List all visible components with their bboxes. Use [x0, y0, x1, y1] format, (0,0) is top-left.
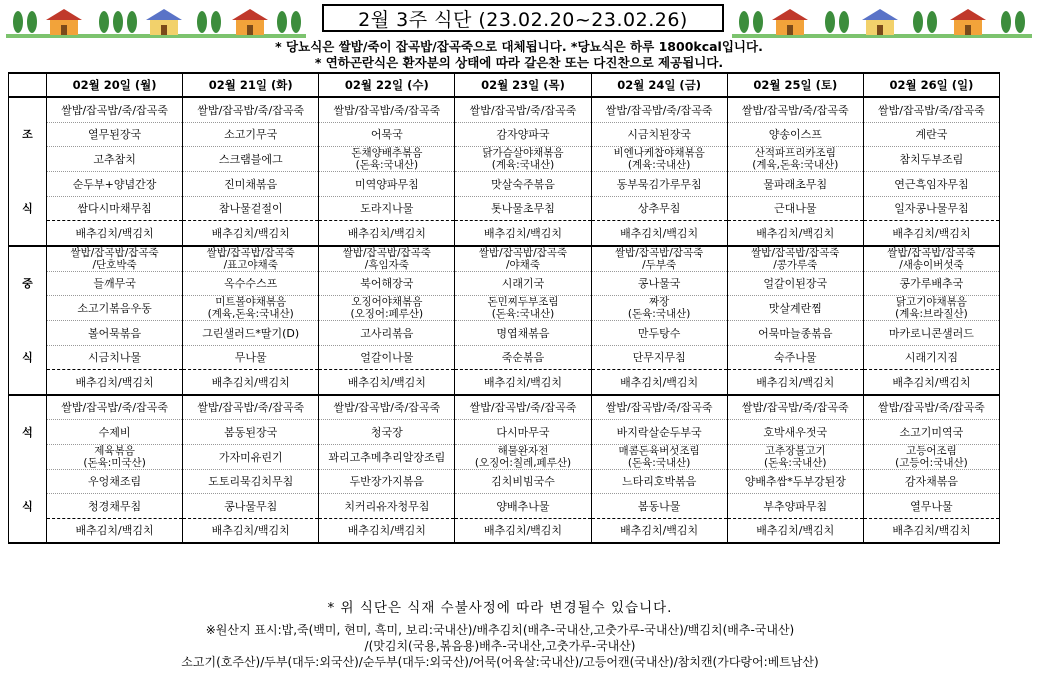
menu-item: 미역양파무침: [319, 172, 455, 197]
menu-row: [9, 469, 1000, 494]
menu-item: 열무나물: [863, 494, 999, 519]
menu-item: 제육볶음 (돈육:미국산): [47, 444, 183, 469]
meal-label-spacer: [9, 147, 47, 172]
day-header: 02월 24일 (금): [591, 73, 727, 97]
menu-item: 스크램블에그: [183, 147, 319, 172]
menu-item: 고추장불고기 (돈육:국내산): [727, 444, 863, 469]
menu-item: 명엽채볶음: [455, 321, 591, 346]
menu-item: 소고기무국: [183, 122, 319, 147]
menu-item: 해물완자전 (오징어:칠레,페루산): [455, 444, 591, 469]
menu-item: 숙주나물: [727, 345, 863, 370]
day-header: 02월 25일 (토): [727, 73, 863, 97]
menu-item: 상추무침: [591, 196, 727, 221]
menu-row: [9, 444, 1000, 469]
menu-row: [9, 147, 1000, 172]
menu-item: 배추김치/백김치: [319, 518, 455, 543]
menu-item: 양송이스프: [727, 122, 863, 147]
menu-item: 청경채무침: [47, 494, 183, 519]
menu-item: 배추김치/백김치: [591, 518, 727, 543]
menu-item: 일자콩나물무침: [863, 196, 999, 221]
menu-item: 어묵국: [319, 122, 455, 147]
meal-label-spacer: [9, 370, 47, 395]
menu-item: 도라지나물: [319, 196, 455, 221]
menu-item: 산적파프리카조림 (계육,돈육:국내산): [727, 147, 863, 172]
menu-item: 쌀밥/잡곡밥/잡곡죽 /야채죽: [455, 246, 591, 272]
menu-item: 쌀밥/잡곡밥/잡곡죽 /새송이버섯죽: [863, 246, 999, 272]
menu-item: 시래기국: [455, 271, 591, 296]
meal-label-spacer: [9, 518, 47, 543]
menu-item: 배추김치/백김치: [47, 370, 183, 395]
menu-item: 쌀밥/잡곡밥/죽/잡곡죽: [183, 395, 319, 420]
menu-item: 두반장가지볶음: [319, 469, 455, 494]
meal-label: 석: [9, 420, 47, 445]
menu-item: 청국장: [319, 420, 455, 445]
menu-item: 콩나물무침: [183, 494, 319, 519]
menu-item: 동부묵김가루무침: [591, 172, 727, 197]
menu-item: 시금치나물: [47, 345, 183, 370]
menu-item: 죽순볶음: [455, 345, 591, 370]
menu-item: 쌀밥/잡곡밥/죽/잡곡죽: [319, 97, 455, 122]
menu-item: 맛살숙주볶음: [455, 172, 591, 197]
menu-item: 배추김치/백김치: [319, 370, 455, 395]
menu-item: 얼갈이나물: [319, 345, 455, 370]
menu-item: 얼갈이된장국: [727, 271, 863, 296]
meal-label-spacer: [9, 246, 47, 272]
menu-item: 감자채볶음: [863, 469, 999, 494]
menu-item: 물파래초무침: [727, 172, 863, 197]
menu-item: 배추김치/백김치: [455, 370, 591, 395]
meal-label: 중: [9, 271, 47, 296]
meal-label-spacer: [9, 321, 47, 346]
origin-info: [0, 622, 1000, 670]
notice-dysphagia: * 연하곤란식은 환자분의 상태에 따라 갈은찬 또는 다진찬으로 제공됩니다.: [314, 55, 724, 70]
meal-label: 조: [9, 122, 47, 147]
meal-label-spacer: [9, 395, 47, 420]
meal-label-spacer: [9, 172, 47, 197]
menu-item: 도토리묵김치무침: [183, 469, 319, 494]
menu-item: 쌈다시마채무침: [47, 196, 183, 221]
menu-item: 쌀밥/잡곡밥/잡곡죽 /흑임자죽: [319, 246, 455, 272]
menu-item: 봄동나물: [591, 494, 727, 519]
change-notice: * 위 식단은 식재 수불사정에 따라 변경될수 있습니다.: [327, 600, 673, 616]
menu-item: 느타리호박볶음: [591, 469, 727, 494]
menu-row: [9, 321, 1000, 346]
menu-item: 볼어묵볶음: [47, 321, 183, 346]
day-header: 02월 22일 (수): [319, 73, 455, 97]
origin-line: /(맛김치(국용,볶음용)배추-국내산,고춧가루-국내산): [364, 639, 636, 653]
menu-item: 배추김치/백김치: [47, 518, 183, 543]
menu-item: 옥수수스프: [183, 271, 319, 296]
menu-item: 배추김치/백김치: [591, 221, 727, 246]
menu-item: 참치두부조림: [863, 147, 999, 172]
menu-item: 맛살계란찜: [727, 296, 863, 321]
menu-item: 고추참치: [47, 147, 183, 172]
weekly-menu-table: [8, 72, 1000, 544]
menu-item: 쌀밥/잡곡밥/죽/잡곡죽: [591, 395, 727, 420]
menu-item: 치커리유자청무침: [319, 494, 455, 519]
menu-item: 어묵마늘종볶음: [727, 321, 863, 346]
menu-row: [9, 196, 1000, 221]
corner-cell: [9, 73, 47, 97]
menu-item: 닭고기야채볶음 (계육:브라질산): [863, 296, 999, 321]
meal-label: 식: [9, 494, 47, 519]
menu-item: 쌀밥/잡곡밥/잡곡죽 /표고야채죽: [183, 246, 319, 272]
menu-item: 우엉채조림: [47, 469, 183, 494]
menu-item: 북어해장국: [319, 271, 455, 296]
menu-row: [9, 395, 1000, 420]
meal-label-spacer: [9, 221, 47, 246]
menu-row: [9, 370, 1000, 395]
menu-row: [9, 122, 1000, 147]
menu-row: [9, 172, 1000, 197]
day-header: 02월 21일 (화): [183, 73, 319, 97]
menu-item: 배추김치/백김치: [319, 221, 455, 246]
menu-item: 콩가루배추국: [863, 271, 999, 296]
menu-item: 쌀밥/잡곡밥/잡곡죽 /두부죽: [591, 246, 727, 272]
menu-item: 배추김치/백김치: [727, 221, 863, 246]
menu-item: 시래기지짐: [863, 345, 999, 370]
meal-label-spacer: [9, 469, 47, 494]
menu-item: 다시마무국: [455, 420, 591, 445]
menu-row: [9, 420, 1000, 445]
meal-label-spacer: [9, 97, 47, 122]
menu-item: 소고기볶음우동: [47, 296, 183, 321]
menu-row: [9, 246, 1000, 272]
menu-item: 돈민찌두부조림 (돈육:국내산): [455, 296, 591, 321]
menu-item: 쌀밥/잡곡밥/잡곡죽 /단호박죽: [47, 246, 183, 272]
trees-and-houses-icon: [6, 6, 306, 40]
menu-item: 양배추쌈*두부강된장: [727, 469, 863, 494]
menu-item: 배추김치/백김치: [727, 370, 863, 395]
menu-item: 쌀밥/잡곡밥/죽/잡곡죽: [863, 97, 999, 122]
day-header-row: [9, 73, 1000, 97]
menu-item: 그린샐러드*딸기(D): [183, 321, 319, 346]
menu-item: 쌀밥/잡곡밥/죽/잡곡죽: [183, 97, 319, 122]
day-header: 02월 26일 (일): [863, 73, 999, 97]
meal-label-spacer: [9, 444, 47, 469]
menu-row: [9, 221, 1000, 246]
menu-item: 미트볼야채볶음 (계육,돈육:국내산): [183, 296, 319, 321]
menu-item: 소고기미역국: [863, 420, 999, 445]
menu-item: 배추김치/백김치: [183, 370, 319, 395]
menu-row: [9, 518, 1000, 543]
menu-item: 근대나물: [727, 196, 863, 221]
menu-item: 마카로니콘샐러드: [863, 321, 999, 346]
menu-item: 단무지무침: [591, 345, 727, 370]
menu-item: 쌀밥/잡곡밥/죽/잡곡죽: [727, 395, 863, 420]
menu-item: 가자미유린기: [183, 444, 319, 469]
menu-item: 쌀밥/잡곡밥/잡곡죽 /콩가루죽: [727, 246, 863, 272]
menu-item: 짜장 (돈육:국내산): [591, 296, 727, 321]
menu-item: 매콤돈육버섯조림 (돈육:국내산): [591, 444, 727, 469]
origin-line: 소고기(호주산)/두부(대두:외국산)/순두부(대두:외국산)/어묵(어육살:국내산)/고등어캔(국내산)/참치캔(가다랑어:베트남산): [181, 655, 819, 669]
menu-item: 바지락살순두부국: [591, 420, 727, 445]
menu-item: 순두부+양념간장: [47, 172, 183, 197]
menu-item: 호박새우젓국: [727, 420, 863, 445]
menu-item: 만두탕수: [591, 321, 727, 346]
menu-item: 닭가슴살야채볶음 (계육:국내산): [455, 147, 591, 172]
day-header: 02월 20일 (월): [47, 73, 183, 97]
menu-item: 고사리볶음: [319, 321, 455, 346]
menu-item: 쌀밥/잡곡밥/죽/잡곡죽: [455, 97, 591, 122]
menu-item: 톳나물초무침: [455, 196, 591, 221]
menu-item: 배추김치/백김치: [455, 518, 591, 543]
menu-item: 들깨무국: [47, 271, 183, 296]
menu-row: [9, 97, 1000, 122]
menu-item: 열무된장국: [47, 122, 183, 147]
menu-item: 쌀밥/잡곡밥/죽/잡곡죽: [455, 395, 591, 420]
menu-item: 배추김치/백김치: [727, 518, 863, 543]
menu-item: 양배추나물: [455, 494, 591, 519]
menu-item: 배추김치/백김치: [47, 221, 183, 246]
trees-and-houses-icon: [732, 6, 1032, 40]
menu-item: 감자양파국: [455, 122, 591, 147]
menu-item: 수제비: [47, 420, 183, 445]
menu-item: 쌀밥/잡곡밥/죽/잡곡죽: [863, 395, 999, 420]
menu-row: [9, 494, 1000, 519]
menu-item: 비엔나케찹야채볶음 (계육:국내산): [591, 147, 727, 172]
meal-label-spacer: [9, 296, 47, 321]
menu-row: [9, 271, 1000, 296]
menu-item: 쌀밥/잡곡밥/죽/잡곡죽: [319, 395, 455, 420]
menu-item: 콩나물국: [591, 271, 727, 296]
menu-item: 배추김치/백김치: [183, 221, 319, 246]
menu-item: 쌀밥/잡곡밥/죽/잡곡죽: [591, 97, 727, 122]
origin-line: ※원산지 표시:밥,죽(백미, 현미, 흑미, 보리:국내산)/배추김치(배추-국내산,고춧가루-국내산)/백김치(배추-국내산): [205, 623, 795, 637]
notice-diabetic: * 당뇨식은 쌀밥/죽이 잡곡밥/잡곡죽으로 대체됩니다. *당뇨식은 하루 1800kcal입니다.: [275, 39, 763, 54]
menu-item: 참나물겉절이: [183, 196, 319, 221]
menu-item: 배추김치/백김치: [863, 221, 999, 246]
meal-label: 식: [9, 196, 47, 221]
menu-item: 배추김치/백김치: [863, 518, 999, 543]
menu-item: 꽈리고추메추리알장조림: [319, 444, 455, 469]
menu-item: 부추양파무침: [727, 494, 863, 519]
menu-item: 배추김치/백김치: [183, 518, 319, 543]
menu-item: 진미채볶음: [183, 172, 319, 197]
menu-item: 쌀밥/잡곡밥/죽/잡곡죽: [47, 97, 183, 122]
menu-row: [9, 345, 1000, 370]
menu-row: [9, 296, 1000, 321]
menu-item: 무나물: [183, 345, 319, 370]
page-title: 2월 3주 식단 (23.02.20~23.02.26): [322, 4, 724, 32]
menu-item: 쌀밥/잡곡밥/죽/잡곡죽: [47, 395, 183, 420]
menu-item: 김치비빔국수: [455, 469, 591, 494]
menu-item: 배추김치/백김치: [591, 370, 727, 395]
menu-item: 쌀밥/잡곡밥/죽/잡곡죽: [727, 97, 863, 122]
menu-item: 오징어야채볶음 (오징어:페루산): [319, 296, 455, 321]
menu-item: 연근흑임자무침: [863, 172, 999, 197]
meal-label: 식: [9, 345, 47, 370]
menu-item: 시금치된장국: [591, 122, 727, 147]
day-header: 02월 23일 (목): [455, 73, 591, 97]
menu-item: 봄동된장국: [183, 420, 319, 445]
menu-item: 배추김치/백김치: [455, 221, 591, 246]
menu-item: 고등어조림 (고등어:국내산): [863, 444, 999, 469]
menu-item: 배추김치/백김치: [863, 370, 999, 395]
menu-item: 돈채양배추볶음 (돈육:국내산): [319, 147, 455, 172]
menu-item: 계란국: [863, 122, 999, 147]
